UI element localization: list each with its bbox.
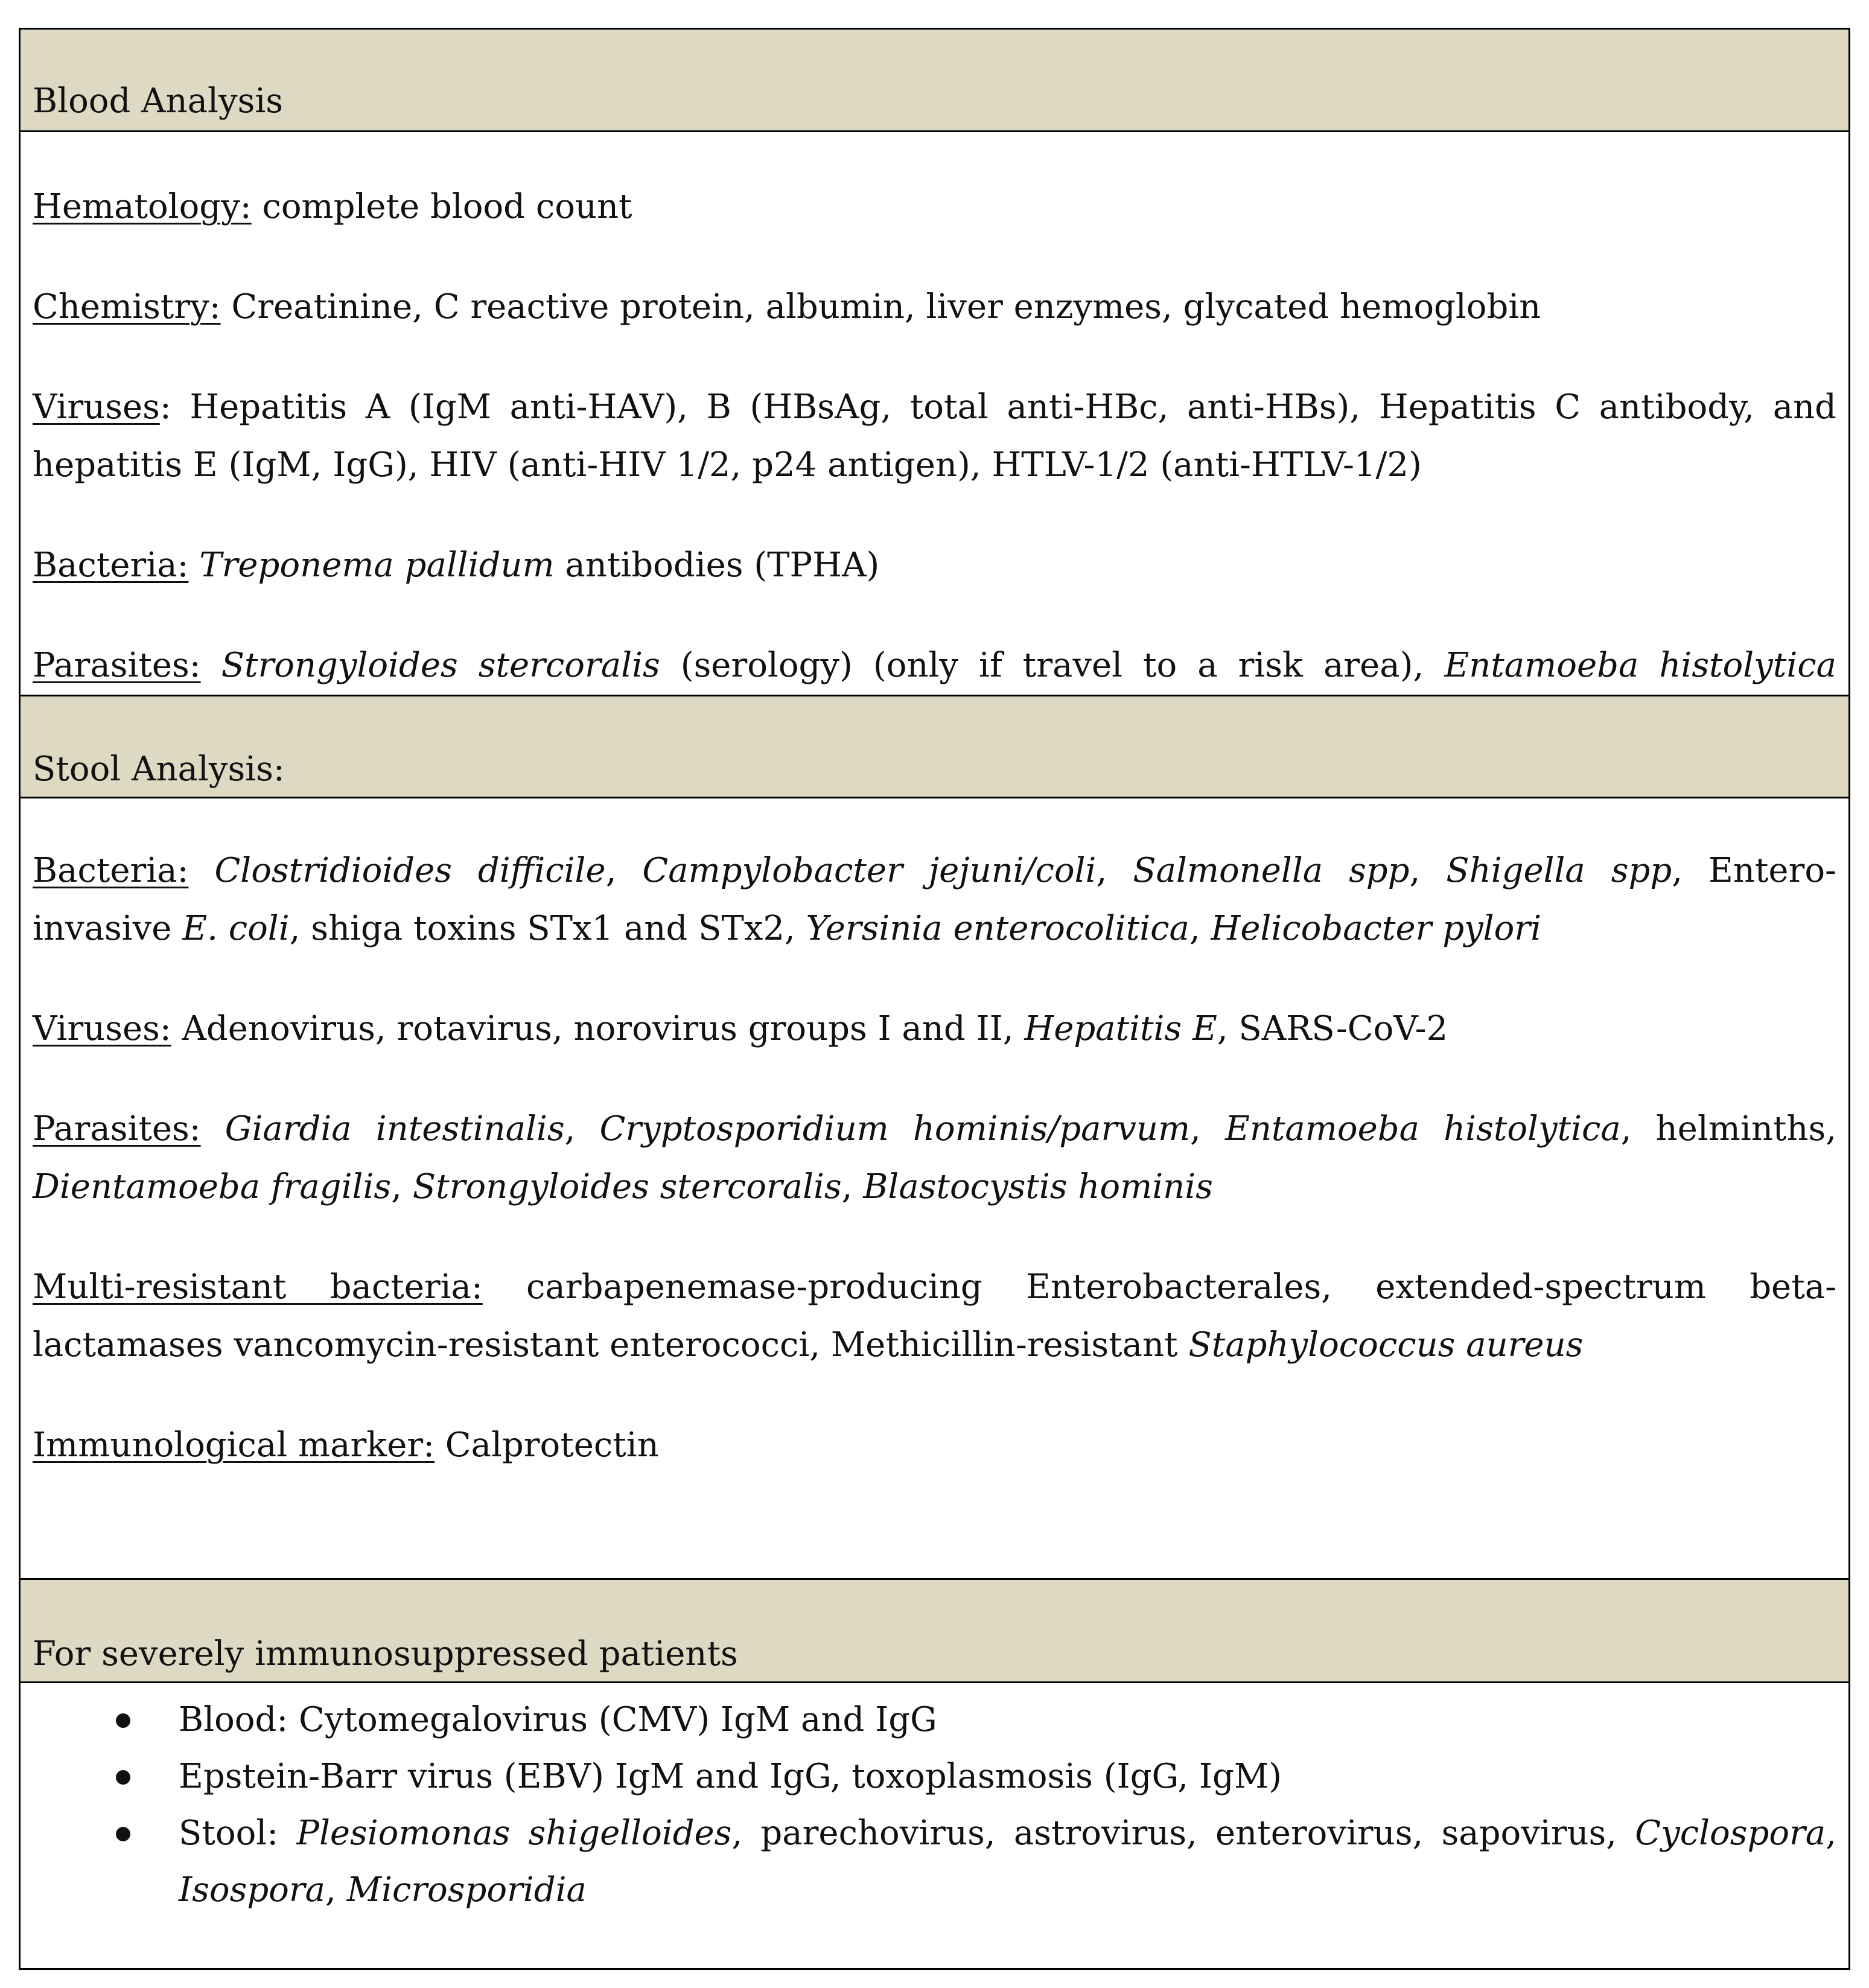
bullet-icon xyxy=(116,1713,130,1728)
document-table xyxy=(19,28,1850,1970)
blood-analysis-title: Blood Analysis xyxy=(33,81,283,121)
blood-item-label: Chemistry: xyxy=(33,287,221,327)
stool-item-label: Multi-resistant bacteria: xyxy=(33,1267,483,1307)
immunosuppressed-list xyxy=(33,1692,1836,1919)
stool-item-label: Viruses: xyxy=(33,1009,171,1048)
immunosuppressed-header xyxy=(21,1578,1848,1683)
blood-analysis-header xyxy=(21,30,1848,132)
blood-item-viruses: Viruses: Hepatitis A (IgM anti-HAV), B (HBsAg, total anti-HBc, anti-HBs), Hepatitis C antibody, and hepatitis E (IgM, IgG), HIV (anti-HIV 1/2, p24 antigen), HTLV-1/2 (anti-HTLV-1/2) xyxy=(33,387,1836,485)
stool-analysis-header xyxy=(21,695,1848,798)
blood-item-parasites: Parasites: Strongyloides stercoralis (serology) (only if travel to a risk area), Entamoeba histolytica xyxy=(33,646,1836,685)
blood-item-chemistry: Chemistry: Creatinine, C reactive protein, albumin, liver enzymes, glycated hemoglobin xyxy=(33,287,1541,327)
blood-analysis-section xyxy=(33,178,1836,753)
stool-item-label: Immunological marker: xyxy=(33,1426,435,1465)
list-item: Stool: Plesiomonas shigelloides, parechovirus, astrovirus, enterovirus, sapovirus, Cyclospora, Isospora, Microsporidia xyxy=(33,1805,1836,1919)
stool-item-viruses: Viruses: Adenovirus, rotavirus, norovirus groups I and II, Hepatitis E, SARS-CoV-2 xyxy=(33,1009,1448,1048)
stool-item-parasites: Parasites: Giardia intestinalis, Cryptosporidium hominis/parvum, Entamoeba histolytica, helminths, Dientamoeba fragilis, Strongyloides stercoralis, Blastocystis hominis xyxy=(33,1109,1836,1206)
stool-item-label: Parasites: xyxy=(33,1109,201,1149)
bullet-icon xyxy=(116,1827,130,1841)
blood-item-bacteria: Bacteria: Treponema pallidum antibodies (TPHA) xyxy=(33,546,880,585)
blood-item-label: Parasites: xyxy=(33,646,201,685)
bullet-icon xyxy=(116,1770,130,1785)
blood-item-label: Bacteria: xyxy=(33,546,189,585)
blood-item-label: Hematology: xyxy=(33,187,252,226)
list-item: Blood: Cytomegalovirus (CMV) IgM and IgG xyxy=(33,1692,1836,1748)
stool-item-label: Bacteria: xyxy=(33,851,189,890)
immunosuppressed-title: For severely immunosuppressed patients xyxy=(33,1634,738,1674)
list-item: Epstein-Barr virus (EBV) IgM and IgG, toxoplasmosis (IgG, IgM) xyxy=(33,1748,1836,1805)
stool-analysis-title: Stool Analysis: xyxy=(33,750,285,789)
blood-item-label: Viruses xyxy=(33,387,160,427)
stool-item-immunological: Immunological marker: Calprotectin xyxy=(33,1426,659,1465)
stool-item-bacteria: Bacteria: Clostridioides difficile, Campylobacter jejuni/coli, Salmonella spp, Shigella spp, Entero-invasive E. coli, shiga toxins STx1 and STx2, Yersinia enterocolitica, Helicobacter pylori xyxy=(33,851,1836,948)
blood-item-hematology: Hematology: complete blood count xyxy=(33,187,632,226)
stool-item-multi-resistant: Multi-resistant bacteria: carbapenemase-producing Enterobacterales, extended-spectrum beta-lactamases vancomycin-resistant enterococci, Methicillin-resistant Staphylococcus aureus xyxy=(33,1267,1837,1365)
immunosuppressed-section xyxy=(33,1692,1836,1919)
stool-analysis-section xyxy=(33,842,1836,1474)
